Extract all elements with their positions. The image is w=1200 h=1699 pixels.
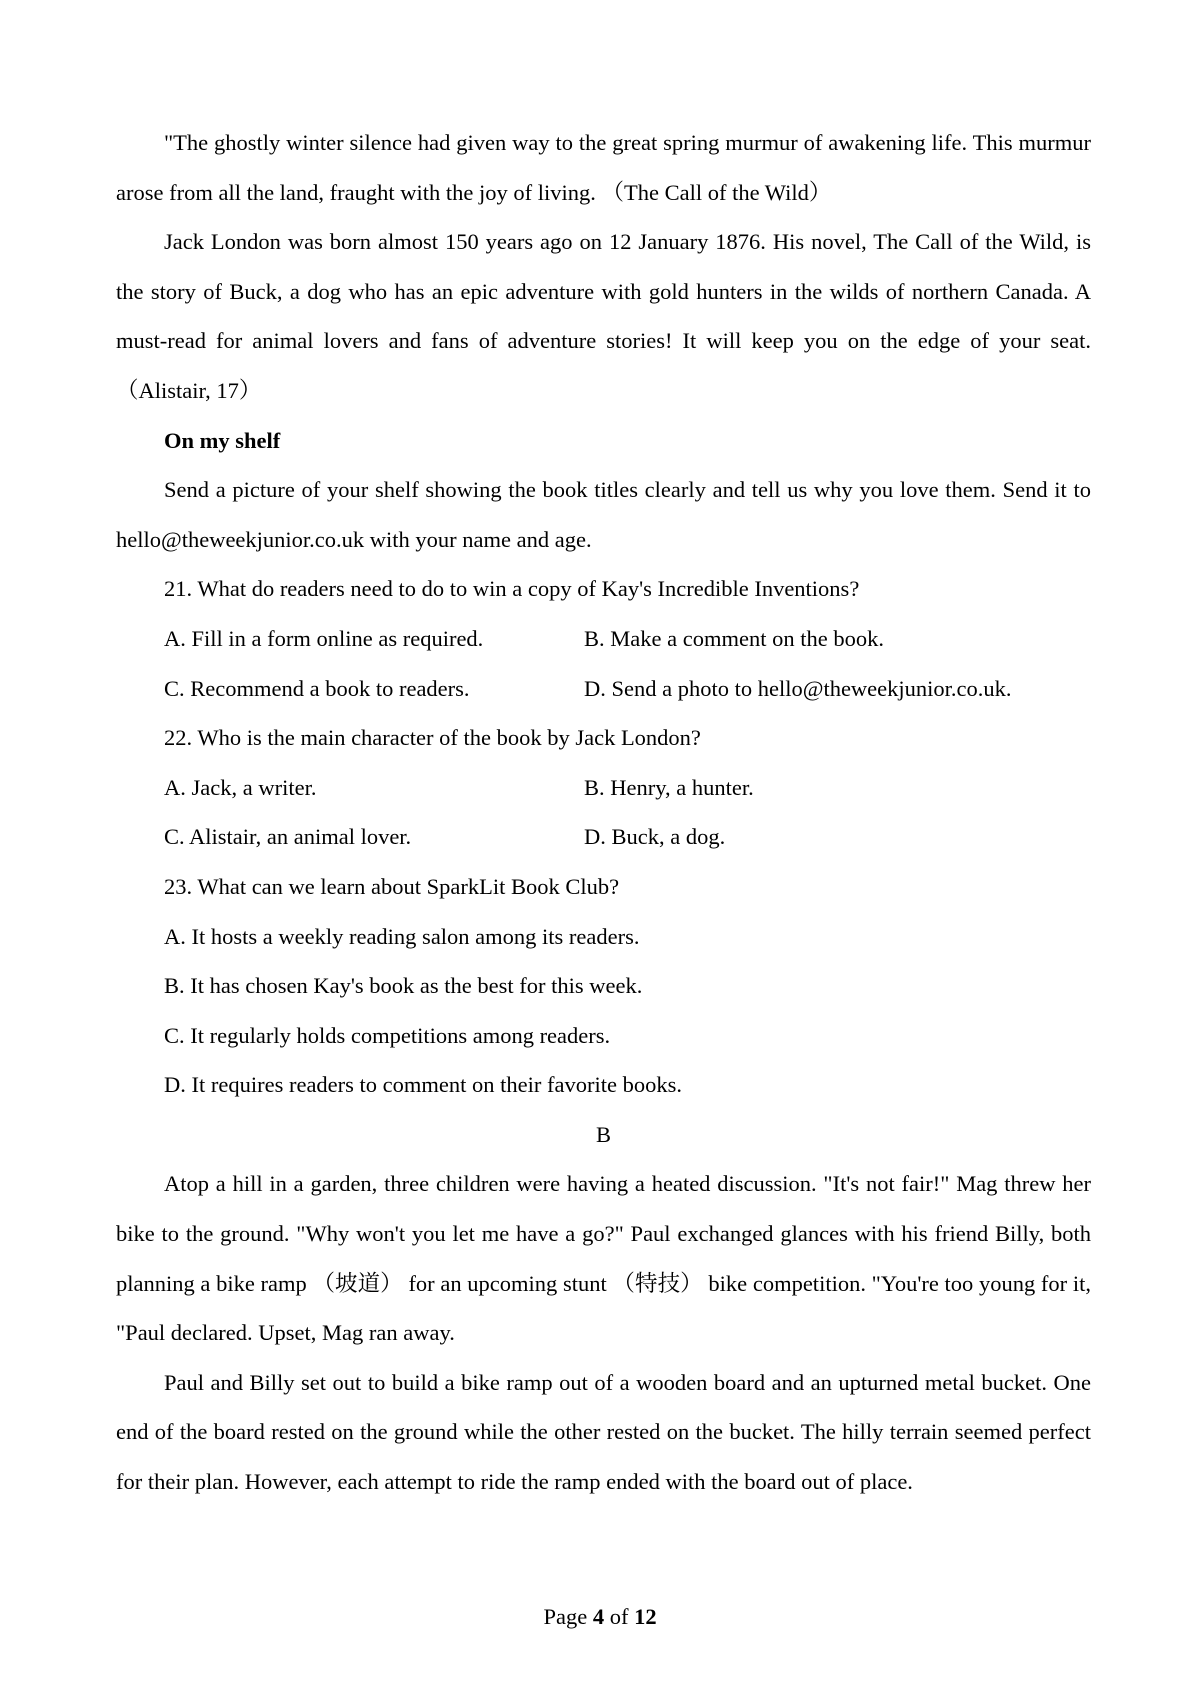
- option-a: A. It hosts a weekly reading salon among its readers.: [164, 923, 640, 949]
- option-c: C. It regularly holds competitions among readers.: [164, 1022, 611, 1048]
- page-content: [116, 118, 1091, 1507]
- of-label: of: [609, 1604, 629, 1629]
- option-d: D. Send a photo to hello@theweekjunior.co.uk.: [584, 675, 1012, 701]
- option-b: B. Make a comment on the book.: [584, 625, 884, 651]
- shelf-paragraph: Send a picture of your shelf showing the book titles clearly and tell us why you love them. Send it to hello@theweekjunior.co.uk with your name and age.: [116, 477, 1091, 552]
- total-pages: 12: [634, 1604, 657, 1629]
- question-21-stem: 21. What do readers need to do to win a copy of Kay's Incredible Inventions?: [164, 576, 860, 602]
- option-b: B. Henry, a hunter.: [584, 774, 754, 800]
- question-22-options-row-2: [116, 812, 1091, 862]
- page-label: Page: [543, 1604, 588, 1629]
- question-22-stem: 22. Who is the main character of the book by Jack London?: [164, 725, 701, 751]
- section-label-b: B: [595, 1121, 611, 1147]
- page-number: 4: [592, 1604, 605, 1629]
- question-22-options-row-1: [116, 763, 1091, 813]
- option-d: D. Buck, a dog.: [584, 824, 726, 850]
- passage-b-paragraph-1: Atop a hill in a garden, three children were having a heated discussion. "It's not fair!" Mag threw her bike to the ground. "Why won't you let me have a go?" Paul exchanged glances with his friend Billy, both planning a bike ramp （坡道） for an upcoming stunt （特技） bike competition. "You're too young for it, "Paul declared. Upset, Mag ran away.: [116, 1171, 1091, 1346]
- passage-b-paragraph-2: Paul and Billy set out to build a bike ramp out of a wooden board and an upturned metal bucket. One end of the board rested on the ground while the other rested on the bucket. The hilly terrain seemed perfect for their plan. However, each attempt to ride the ramp ended with the board out of place.: [116, 1369, 1091, 1495]
- option-c: C. Recommend a book to readers.: [164, 675, 470, 701]
- option-b: B. It has chosen Kay's book as the best for this week.: [164, 973, 643, 999]
- option-c: C. Alistair, an animal lover.: [164, 824, 412, 850]
- question-21-options-row-2: [116, 664, 1091, 714]
- page-footer: [0, 1604, 1200, 1630]
- shelf-heading: On my shelf: [164, 427, 281, 453]
- question-23-stem: 23. What can we learn about SparkLit Book Club?: [164, 873, 620, 899]
- option-a: A. Jack, a writer.: [164, 774, 317, 800]
- question-21-options-row-1: [116, 614, 1091, 664]
- quote-paragraph: "The ghostly winter silence had given way to the great spring murmur of awakening life. This murmur arose from all the land, fraught with the joy of living. （The Call of the Wild）: [116, 130, 1091, 205]
- option-d: D. It requires readers to comment on their favorite books.: [164, 1072, 682, 1098]
- option-a: A. Fill in a form online as required.: [164, 625, 484, 651]
- review-paragraph: Jack London was born almost 150 years ago on 12 January 1876. His novel, The Call of the Wild, is the story of Buck, a dog who has an epic adventure with gold hunters in the wilds of northern Canada. A must-read for animal lovers and fans of adventure stories! It will keep you on the edge of your seat. （Alistair, 17）: [116, 229, 1091, 403]
